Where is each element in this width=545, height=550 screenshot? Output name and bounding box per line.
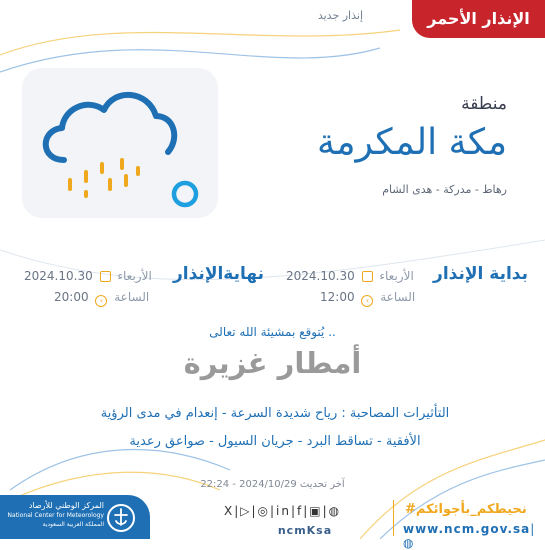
end-day: الأربعاء (117, 269, 152, 283)
end-title: نهايةالإنذار (173, 264, 264, 284)
effects-line-2: الأفقية - تساقط البرد - جريان السيول - صواعق رعدية (129, 434, 421, 449)
weather-icon-card (22, 68, 218, 218)
end-date-row (24, 269, 152, 283)
start-time-row (320, 290, 415, 307)
social-handle[interactable] (235, 524, 375, 537)
website-text[interactable]: www.ncm.gov.sa (403, 522, 531, 536)
last-updated: آخر تحديث 2024/10/29 - 22:24 (200, 479, 345, 490)
hashtag: #نحيطكم_بأجوائكم (405, 502, 527, 517)
new-warning-label: إنذار جديد (317, 9, 363, 22)
clock-icon: ‹ (361, 295, 373, 307)
logo-english: National Center for Meteorology (7, 512, 104, 519)
footer-divider (393, 500, 394, 536)
start-day: الأربعاء (379, 269, 414, 283)
start-time-label: الساعة (380, 290, 416, 304)
ncm-logo (0, 495, 150, 539)
logo-subtitle: المملكة العربية السعودية (42, 521, 104, 528)
end-date: 2024.10.30 (24, 269, 93, 283)
logo-arabic: المركز الوطني للأرصاد (28, 501, 104, 510)
red-warning-badge: الإنذار الأحمر (412, 0, 545, 38)
start-date-row (286, 269, 414, 283)
end-time: 20:00 (54, 290, 89, 304)
start-date: 2024.10.30 (286, 269, 355, 283)
warning-end (14, 264, 264, 324)
end-time-row (54, 290, 149, 307)
main-warning-text: أمطار غزيرة (183, 346, 362, 380)
calendar-icon (100, 271, 111, 282)
calendar-icon (362, 271, 373, 282)
subregions: رهاط - مدركة - هدى الشام (382, 183, 507, 196)
warning-start (278, 264, 528, 324)
website-link[interactable] (403, 522, 545, 550)
end-time-label: الساعة (114, 290, 150, 304)
region-label: منطقة (461, 94, 507, 114)
clock-icon: ‹ (95, 295, 107, 307)
effects-line-1: التأثيرات المصاحبة : رياح شديدة السرعة - إنعدام في مدى الرؤية (100, 406, 450, 421)
globe-icon: |◍ (403, 522, 536, 550)
expectation-text: يُتوقع بمشيئة الله تعالى .. (209, 325, 336, 339)
handle-text[interactable]: ncmKsa (277, 524, 333, 537)
ncm-emblem-icon (106, 503, 136, 533)
social-icons[interactable]: X|▷|◎|in|f|▣|◍ (224, 504, 342, 518)
region-name: مكة المكرمة (316, 122, 507, 163)
start-time: 12:00 (320, 290, 355, 304)
rain-cloud-icon (22, 68, 218, 218)
start-title: بداية الإنذار (433, 264, 528, 284)
